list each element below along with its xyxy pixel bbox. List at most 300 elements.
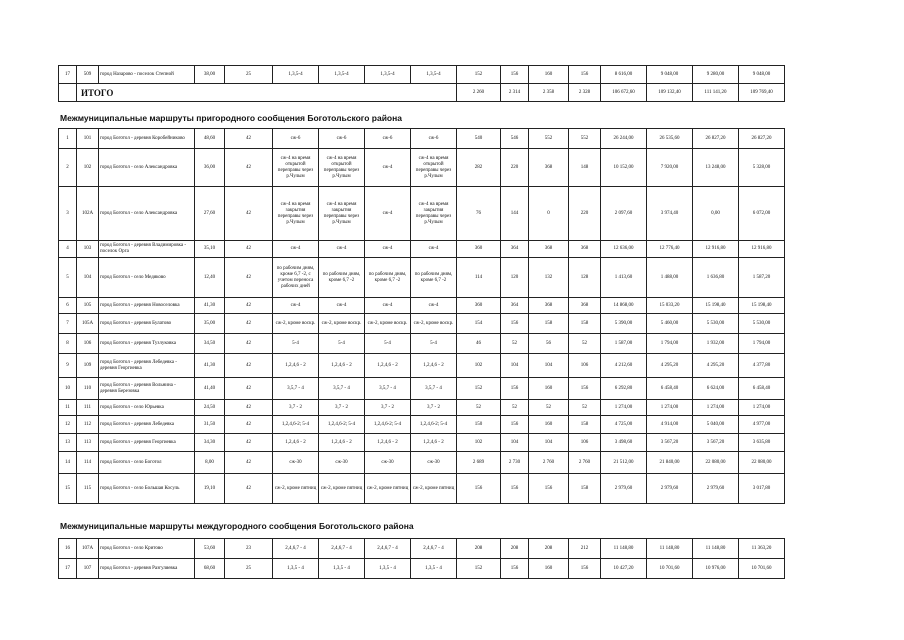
cell-schedule-4: 3,7 - 2 — [411, 400, 457, 416]
cell-schedule-2: 1,2,4,6 - 2 — [319, 354, 365, 378]
cell-schedule-4: сж-4 на время открытой переправы через р.Чулым — [411, 149, 457, 187]
cell-num: 15 — [59, 474, 77, 504]
table-row — [59, 434, 785, 452]
cell-schedule-4: сж-4 на время закрытия переправы через р.Чулым — [411, 187, 457, 241]
cell-length: 36,00 — [195, 149, 225, 187]
cell-num: 6 — [59, 298, 77, 314]
cell-route-code: 103 — [77, 241, 99, 258]
cell-route-name: город Боготол - деревня Тузлуковка — [99, 334, 195, 354]
cell-km-2: 1 274,00 — [647, 400, 693, 416]
cell-schedule-2: сж-30 — [319, 452, 365, 474]
cell-km-2: 1 488,00 — [647, 258, 693, 298]
cell-num: 17 — [59, 559, 77, 579]
cell-route-name: город Боготол - село Медяково — [99, 258, 195, 298]
cell-schedule-3: сж-4 — [365, 241, 411, 258]
cell-route-code: 115 — [77, 474, 99, 504]
itogo-value: 109 769,40 — [739, 84, 785, 102]
cell-km-3: 13 248,00 — [693, 149, 739, 187]
cell-schedule-1: сж-4 — [273, 298, 319, 314]
table-row — [59, 416, 785, 434]
cell-trips-4: 158 — [569, 314, 601, 334]
cell-length: 8,00 — [195, 452, 225, 474]
cell-km-1: 10 427,20 — [601, 559, 647, 579]
cell-route-code: 105А — [77, 314, 99, 334]
cell-km-1: 8 616,00 — [601, 66, 647, 84]
cell-km-3: 2 979,60 — [693, 474, 739, 504]
cell-km-1: 3 498,60 — [601, 434, 647, 452]
cell-num: 5 — [59, 258, 77, 298]
cell-schedule-4: сж-2, кроме воскр. — [411, 314, 457, 334]
cell-km-2: 1 794,00 — [647, 334, 693, 354]
itogo-value: 2 358 — [529, 84, 569, 102]
cell-num: 11 — [59, 400, 77, 416]
table-row — [59, 452, 785, 474]
cell-trips-4: 106 — [569, 354, 601, 378]
cell-capacity: 42 — [225, 258, 273, 298]
cell-trips-2: 2 730 — [501, 452, 529, 474]
cell-trips-2: 52 — [501, 400, 529, 416]
section2-title: Межмуниципальные маршруты междугородного сообщения Боготольского района — [60, 521, 414, 531]
cell-km-2: 7 920,00 — [647, 149, 693, 187]
cell-trips-3: 104 — [529, 434, 569, 452]
cell-num: 12 — [59, 416, 77, 434]
cell-km-1: 11 148,80 — [601, 539, 647, 559]
cell-num: 10 — [59, 378, 77, 400]
cell-schedule-2: сж-4 на время открытой переправы через р.Чулым — [319, 149, 365, 187]
cell-km-3: 1 274,00 — [693, 400, 739, 416]
cell-schedule-2: по рабочим дням, кроме 6,7 -2 — [319, 258, 365, 298]
cell-trips-4: 2 760 — [569, 452, 601, 474]
cell-schedule-2: 1,2,4,6-2; 5-4 — [319, 416, 365, 434]
cell-km-4: 10 701,60 — [739, 559, 785, 579]
cell-schedule-4: сж-4 — [411, 298, 457, 314]
cell-length: 31,50 — [195, 416, 225, 434]
cell-trips-3: 52 — [529, 400, 569, 416]
table-row — [59, 378, 785, 400]
cell-schedule-4: сж-6 — [411, 129, 457, 149]
cell-trips-2: 104 — [501, 434, 529, 452]
cell-km-4: 6 458,40 — [739, 378, 785, 400]
cell-capacity: 42 — [225, 452, 273, 474]
cell-schedule-3: 1,2,4,6-2; 5-4 — [365, 416, 411, 434]
cell-length: 53,60 — [195, 539, 225, 559]
cell-km-4: 6 072,00 — [739, 187, 785, 241]
cell-km-3: 12 916,80 — [693, 241, 739, 258]
cell-km-2: 2 979,60 — [647, 474, 693, 504]
cell-trips-4: 52 — [569, 400, 601, 416]
cell-trips-1: 282 — [457, 149, 501, 187]
cell-route-name: город Боготол - село Александровка — [99, 187, 195, 241]
cell-route-code: 104 — [77, 258, 99, 298]
cell-schedule-1: 1,3,5-4 — [273, 66, 319, 84]
cell-schedule-2: 3,7 - 2 — [319, 400, 365, 416]
cell-km-4: 4 377,80 — [739, 354, 785, 378]
cell-trips-4: 128 — [569, 258, 601, 298]
cell-schedule-3: 1,3,5 - 4 — [365, 559, 411, 579]
cell-trips-2: 220 — [501, 149, 529, 187]
cell-trips-2: 156 — [501, 416, 529, 434]
cell-trips-2: 120 — [501, 258, 529, 298]
cell-route-code: 102 — [77, 149, 99, 187]
table-row — [59, 334, 785, 354]
cell-route-name: город Боготол - деревня Разгуляевка — [99, 559, 195, 579]
cell-km-3: 0,00 — [693, 187, 739, 241]
cell-km-4: 26 827,20 — [739, 129, 785, 149]
cell-num: 9 — [59, 354, 77, 378]
cell-km-2: 11 148,80 — [647, 539, 693, 559]
cell-capacity: 42 — [225, 474, 273, 504]
cell-trips-4: 368 — [569, 298, 601, 314]
cell-trips-3: 104 — [529, 354, 569, 378]
cell-km-4: 22 080,00 — [739, 452, 785, 474]
cell-length: 24,50 — [195, 400, 225, 416]
cell-route-name: город Боготол - село Юрьевка — [99, 400, 195, 416]
table-section1 — [58, 128, 785, 504]
cell-route-name: город Боготол - село Боготол — [99, 452, 195, 474]
cell-schedule-3: сж-2, кроме воскр. — [365, 314, 411, 334]
cell-km-1: 1 274,00 — [601, 400, 647, 416]
cell-km-3: 5 530,00 — [693, 314, 739, 334]
cell-trips-4: 106 — [569, 434, 601, 452]
cell-trips-1: 152 — [457, 559, 501, 579]
cell-schedule-3: 1,2,4,6 - 2 — [365, 354, 411, 378]
cell-length: 41,30 — [195, 354, 225, 378]
cell-schedule-3: 3,7 - 2 — [365, 400, 411, 416]
cell-length: 41,30 — [195, 298, 225, 314]
cell-km-4: 3 017,80 — [739, 474, 785, 504]
cell-capacity: 42 — [225, 241, 273, 258]
cell-capacity: 42 — [225, 434, 273, 452]
cell-schedule-2: 3,5,7 - 4 — [319, 378, 365, 400]
cell-route-name: город Боготол - деревня Георгиевка — [99, 434, 195, 452]
cell-route-code: 107А — [77, 539, 99, 559]
cell-km-2: 26 535,60 — [647, 129, 693, 149]
cell-trips-4: 156 — [569, 378, 601, 400]
cell-num: 8 — [59, 334, 77, 354]
table-row — [59, 258, 785, 298]
cell-schedule-3: сж-6 — [365, 129, 411, 149]
cell-route-name: город Боготол - село Критово — [99, 539, 195, 559]
itogo-value: 2 260 — [457, 84, 501, 102]
itogo-value: 109 132,40 — [647, 84, 693, 102]
cell-km-3: 4 295,20 — [693, 354, 739, 378]
cell-capacity: 42 — [225, 400, 273, 416]
cell-km-1: 26 244,00 — [601, 129, 647, 149]
table-row — [59, 298, 785, 314]
cell-trips-4: 148 — [569, 149, 601, 187]
cell-km-2: 4 914,00 — [647, 416, 693, 434]
cell-schedule-1: 5-4 — [273, 334, 319, 354]
cell-km-3: 9 280,00 — [693, 66, 739, 84]
cell-schedule-1: 1,2,4,6 - 2 — [273, 434, 319, 452]
cell-route-name: город Боготол - деревня Новоселовка — [99, 298, 195, 314]
cell-schedule-4: 2,4,6,7 - 4 — [411, 539, 457, 559]
cell-km-3: 10 976,00 — [693, 559, 739, 579]
cell-trips-2: 546 — [501, 129, 529, 149]
cell-trips-2: 364 — [501, 298, 529, 314]
cell-schedule-3: 1,3,5-4 — [365, 66, 411, 84]
cell-trips-1: 150 — [457, 416, 501, 434]
cell-trips-2: 52 — [501, 334, 529, 354]
cell-trips-1: 102 — [457, 434, 501, 452]
cell-trips-2: 144 — [501, 187, 529, 241]
cell-km-1: 2 979,60 — [601, 474, 647, 504]
itogo-row — [59, 84, 785, 102]
cell-route-name: город Боготол - деревня Лебедевка — [99, 416, 195, 434]
cell-schedule-2: сж-4 на время закрытия переправы через р.Чулым — [319, 187, 365, 241]
cell-schedule-1: 1,2,4,6-2; 5-4 — [273, 416, 319, 434]
cell-length: 35,10 — [195, 241, 225, 258]
cell-route-name: город Назарово - поселок Степной — [99, 66, 195, 84]
cell-trips-1: 76 — [457, 187, 501, 241]
cell-trips-2: 156 — [501, 378, 529, 400]
table-row — [59, 314, 785, 334]
cell-schedule-4: 1,2,4,6 - 2 — [411, 354, 457, 378]
cell-schedule-2: сж-2, кроме пятниц — [319, 474, 365, 504]
cell-km-4: 15 198,40 — [739, 298, 785, 314]
cell-trips-1: 156 — [457, 474, 501, 504]
cell-km-3: 11 148,80 — [693, 539, 739, 559]
cell-trips-3: 368 — [529, 241, 569, 258]
cell-trips-1: 360 — [457, 241, 501, 258]
cell-trips-3: 158 — [529, 314, 569, 334]
cell-trips-1: 152 — [457, 378, 501, 400]
cell-length: 48,60 — [195, 129, 225, 149]
table-row — [59, 241, 785, 258]
cell-km-2: 3 567,20 — [647, 434, 693, 452]
cell-schedule-3: по рабочим дням, кроме 6,7 -2 — [365, 258, 411, 298]
cell-route-code: 112 — [77, 416, 99, 434]
cell-capacity: 42 — [225, 334, 273, 354]
cell-schedule-4: 1,3,5-4 — [411, 66, 457, 84]
cell-capacity: 42 — [225, 149, 273, 187]
cell-num: 4 — [59, 241, 77, 258]
itogo-value: 106 672,60 — [601, 84, 647, 102]
cell-schedule-3: 2,4,6,7 - 4 — [365, 539, 411, 559]
cell-length: 35,00 — [195, 314, 225, 334]
cell-schedule-3: сж-2, кроме пятниц — [365, 474, 411, 504]
cell-km-1: 1 413,60 — [601, 258, 647, 298]
cell-km-1: 5 390,00 — [601, 314, 647, 334]
cell-trips-3: 156 — [529, 474, 569, 504]
cell-schedule-2: 5-4 — [319, 334, 365, 354]
cell-trips-3: 160 — [529, 416, 569, 434]
cell-trips-2: 156 — [501, 474, 529, 504]
cell-schedule-1: по рабочим дням, кроме 6,7 -2, с учетом переноса рабочих дней — [273, 258, 319, 298]
cell-km-4: 1 587,20 — [739, 258, 785, 298]
cell-schedule-3: сж-4 — [365, 187, 411, 241]
cell-km-4: 5 328,00 — [739, 149, 785, 187]
cell-km-1: 2 097,60 — [601, 187, 647, 241]
cell-length: 41,40 — [195, 378, 225, 400]
cell-km-3: 26 827,20 — [693, 129, 739, 149]
cell-km-4: 5 530,00 — [739, 314, 785, 334]
cell-schedule-1: 1,3,5 - 4 — [273, 559, 319, 579]
cell-schedule-1: 3,5,7 - 4 — [273, 378, 319, 400]
table-row — [59, 354, 785, 378]
cell-km-2: 5 460,00 — [647, 314, 693, 334]
cell-capacity: 42 — [225, 298, 273, 314]
cell-trips-3: 160 — [529, 559, 569, 579]
table-row — [59, 539, 785, 559]
cell-trips-1: 46 — [457, 334, 501, 354]
cell-capacity: 42 — [225, 354, 273, 378]
cell-trips-3: 160 — [529, 66, 569, 84]
itogo-value: 2 314 — [501, 84, 529, 102]
cell-schedule-1: 1,2,4,6 - 2 — [273, 354, 319, 378]
cell-trips-3: 2 760 — [529, 452, 569, 474]
cell-km-1: 4 212,60 — [601, 354, 647, 378]
cell-km-1: 10 152,00 — [601, 149, 647, 187]
cell-empty — [59, 84, 77, 102]
cell-trips-4: 368 — [569, 241, 601, 258]
cell-trips-2: 156 — [501, 66, 529, 84]
cell-num: 7 — [59, 314, 77, 334]
cell-length: 68,60 — [195, 559, 225, 579]
table-row — [59, 559, 785, 579]
cell-km-2: 21 840,00 — [647, 452, 693, 474]
cell-km-4: 11 363,20 — [739, 539, 785, 559]
section1-title: Межмуниципальные маршруты пригородного сообщения Боготольского района — [60, 113, 402, 123]
cell-trips-3: 552 — [529, 129, 569, 149]
cell-route-code: 102А — [77, 187, 99, 241]
cell-num: 17 — [59, 66, 77, 84]
cell-trips-3: 160 — [529, 378, 569, 400]
cell-schedule-3: 5-4 — [365, 334, 411, 354]
cell-km-2: 6 458,40 — [647, 378, 693, 400]
cell-capacity: 42 — [225, 314, 273, 334]
cell-route-name: город Боготол - село Александровка — [99, 149, 195, 187]
cell-capacity: 42 — [225, 187, 273, 241]
cell-schedule-3: сж-4 — [365, 298, 411, 314]
table-itogo — [58, 83, 785, 102]
cell-route-name: город Боготол - деревня Лебедевка - деревня Георгиевка — [99, 354, 195, 378]
cell-route-code: 106 — [77, 334, 99, 354]
cell-schedule-2: сж-2, кроме воскр. — [319, 314, 365, 334]
cell-schedule-2: сж-4 — [319, 298, 365, 314]
cell-km-4: 9 048,00 — [739, 66, 785, 84]
cell-schedule-1: сж-2, кроме пятниц — [273, 474, 319, 504]
table-row — [59, 66, 785, 84]
cell-num: 14 — [59, 452, 77, 474]
cell-km-1: 4 725,00 — [601, 416, 647, 434]
cell-schedule-4: сж-30 — [411, 452, 457, 474]
cell-capacity: 42 — [225, 129, 273, 149]
cell-route-name: город Боготол - деревня Булатово — [99, 314, 195, 334]
cell-km-3: 1 636,80 — [693, 258, 739, 298]
cell-trips-4: 158 — [569, 416, 601, 434]
cell-trips-1: 208 — [457, 539, 501, 559]
cell-schedule-1: сж-30 — [273, 452, 319, 474]
table-top — [58, 65, 785, 84]
cell-route-code: 509 — [77, 66, 99, 84]
cell-km-2: 4 295,20 — [647, 354, 693, 378]
table-row — [59, 187, 785, 241]
cell-route-code: 110 — [77, 378, 99, 400]
cell-schedule-1: сж-2, кроме воскр. — [273, 314, 319, 334]
cell-route-code: 109 — [77, 354, 99, 378]
cell-trips-4: 212 — [569, 539, 601, 559]
cell-length: 19,10 — [195, 474, 225, 504]
cell-km-3: 22 080,00 — [693, 452, 739, 474]
cell-length: 34,50 — [195, 334, 225, 354]
cell-km-1: 14 868,00 — [601, 298, 647, 314]
cell-schedule-2: 1,3,5 - 4 — [319, 559, 365, 579]
cell-km-1: 21 512,00 — [601, 452, 647, 474]
cell-route-name: город Боготол - деревня Вольнина - деревня Березовка — [99, 378, 195, 400]
cell-length: 34,30 — [195, 434, 225, 452]
cell-route-name: город Боготол - деревня Владимировка - поселок Орга — [99, 241, 195, 258]
cell-num: 16 — [59, 539, 77, 559]
cell-route-code: 105 — [77, 298, 99, 314]
cell-schedule-4: сж-4 — [411, 241, 457, 258]
cell-schedule-3: 1,2,4,6 - 2 — [365, 434, 411, 452]
cell-trips-3: 368 — [529, 298, 569, 314]
cell-km-3: 3 567,20 — [693, 434, 739, 452]
cell-trips-1: 102 — [457, 354, 501, 378]
cell-trips-1: 152 — [457, 66, 501, 84]
cell-trips-3: 56 — [529, 334, 569, 354]
cell-trips-1: 540 — [457, 129, 501, 149]
cell-capacity: 25 — [225, 559, 273, 579]
cell-schedule-3: 3,5,7 - 4 — [365, 378, 411, 400]
cell-length: 12,40 — [195, 258, 225, 298]
cell-km-2: 12 776,40 — [647, 241, 693, 258]
cell-capacity: 42 — [225, 416, 273, 434]
cell-trips-2: 208 — [501, 539, 529, 559]
cell-trips-2: 156 — [501, 314, 529, 334]
cell-trips-1: 52 — [457, 400, 501, 416]
cell-km-2: 9 048,00 — [647, 66, 693, 84]
cell-trips-4: 52 — [569, 334, 601, 354]
cell-schedule-4: по рабочим дням, кроме 6,7 -2 — [411, 258, 457, 298]
cell-num: 1 — [59, 129, 77, 149]
itogo-value: 2 328 — [569, 84, 601, 102]
cell-trips-4: 158 — [569, 474, 601, 504]
cell-schedule-1: сж-4 на время закрытия переправы через р.Чулым — [273, 187, 319, 241]
cell-schedule-4: 1,2,4,6-2; 5-4 — [411, 416, 457, 434]
cell-route-name: город Боготол - деревня Коробейниково — [99, 129, 195, 149]
cell-num: 2 — [59, 149, 77, 187]
cell-km-4: 4 977,00 — [739, 416, 785, 434]
cell-schedule-1: сж-4 на время открытой переправы через р.Чулым — [273, 149, 319, 187]
cell-schedule-4: сж-2, кроме пятниц — [411, 474, 457, 504]
cell-km-1: 12 636,00 — [601, 241, 647, 258]
cell-schedule-2: сж-4 — [319, 241, 365, 258]
cell-km-2: 10 701,60 — [647, 559, 693, 579]
cell-trips-2: 364 — [501, 241, 529, 258]
cell-trips-1: 360 — [457, 298, 501, 314]
cell-schedule-4: 5-4 — [411, 334, 457, 354]
cell-km-2: 3 974,40 — [647, 187, 693, 241]
cell-schedule-3: сж-4 — [365, 149, 411, 187]
cell-schedule-4: 1,3,5 - 4 — [411, 559, 457, 579]
cell-km-3: 1 932,00 — [693, 334, 739, 354]
cell-schedule-1: сж-6 — [273, 129, 319, 149]
itogo-label: ИТОГО — [77, 84, 457, 102]
cell-route-code: 113 — [77, 434, 99, 452]
cell-num: 13 — [59, 434, 77, 452]
cell-capacity: 23 — [225, 539, 273, 559]
cell-trips-3: 208 — [529, 539, 569, 559]
cell-trips-4: 156 — [569, 559, 601, 579]
cell-trips-2: 156 — [501, 559, 529, 579]
cell-km-3: 5 040,00 — [693, 416, 739, 434]
table-row — [59, 400, 785, 416]
cell-trips-3: 132 — [529, 258, 569, 298]
cell-schedule-2: сж-6 — [319, 129, 365, 149]
cell-trips-1: 154 — [457, 314, 501, 334]
